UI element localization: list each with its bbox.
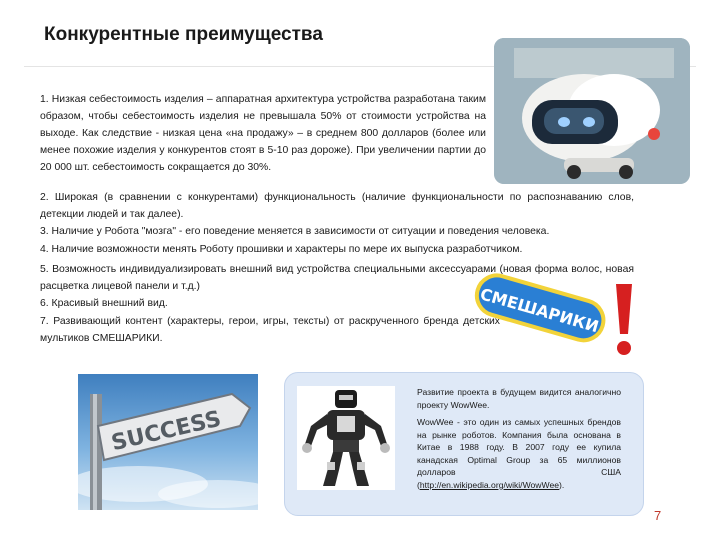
advantage-6: 6. Красивый внешний вид. [40,298,168,309]
success-sign-icon [78,374,258,510]
robot-photo-icon [494,38,690,184]
smeshariki-logo-icon [470,262,646,362]
advantage-4: 4. Наличие возможности менять Роботу прошивки и характеры по мере их выпуска разработчиком. [40,244,523,255]
info-paragraph-2 [417,416,621,491]
info-paragraph-2-end: ). [559,479,565,490]
success-sign-text: SUCCESS [109,406,224,457]
advantage-3: 3. Наличие у Робота "мозга" - его поведение меняется в зависимости от ситуации и поведения человека. [40,226,550,237]
info-paragraph-1: Развитие проекта в будущем видится аналогично проекту WowWee. [417,387,621,410]
exclamation-icon [616,284,632,355]
advantage-7: 7. Развивающий контент (характеры, герои, игры, тексты) от раскрученного бренда детских мультиков СМЕШАРИКИ. [40,316,500,344]
smeshariki-logo-text: СМЕШАРИКИ [478,284,601,337]
info-paragraph-2-text: WowWee - это один из самых успешных брендов на рынке роботов. Компания была основана в Китае в 1988 году. В 2007 году ее купила канадская Optimal Group за 65 миллионов долларов США ( [417,417,621,490]
advantage-2: 2. Широкая (в сравнении с конкурентами) функциональность (наличие функциональности по распознаванию слов, детекции людей и так далее). [40,192,634,220]
wowwee-robot-icon [297,386,395,490]
slide-title: Конкурентные преимущества [44,24,323,45]
advantage-5: 5. Возможность индивидуализировать внешний вид устройства специальными аксессуарами (новая форма волос, новая расцветка лицевой панели и т.д.) [40,264,634,292]
wowwee-wiki-link[interactable]: http://en.wikipedia.org/wiki/WowWee [419,479,560,490]
advantage-1: 1. Низкая себестоимость изделия – аппаратная архитектура устройства разработана таким образом, чтобы себестоимость изделия не превышала 50% от стоимости устройства на выходе. Как следствие - низкая цена «на продажу» – в среднем 800 долларов (более или менее похожие изделия у конкурентов стоят в 5-10 раз дороже). При увеличении партии до 20 000 шт. себестоимость сокращается до 30%. [40,94,486,173]
page-number: 7 [654,508,662,523]
